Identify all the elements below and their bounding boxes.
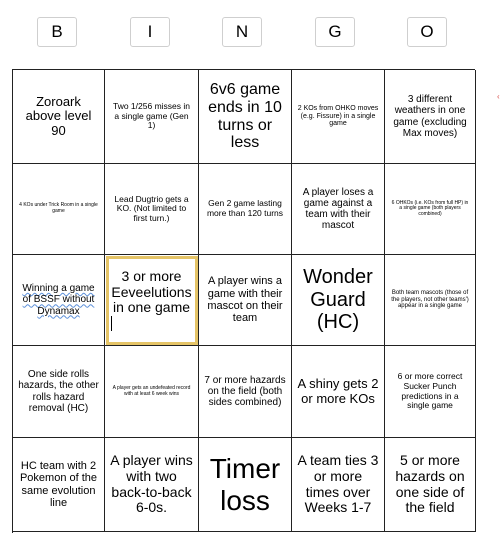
header-i: I <box>130 17 170 47</box>
bingo-cell-19[interactable]: A shiny gets 2 or more KOs <box>292 346 385 438</box>
bingo-cell-20[interactable]: 6 or more correct Sucker Punch predictions in a single game <box>385 346 476 438</box>
bingo-grid <box>12 69 475 533</box>
bingo-cell-8[interactable]: Gen 2 game lasting more than 120 turns <box>199 164 292 255</box>
bingo-cell-23[interactable]: Timer loss <box>199 438 292 532</box>
header-n: N <box>222 17 262 47</box>
bingo-cell-13[interactable]: A player wins a game with their mascot on their team <box>199 255 292 346</box>
bingo-cell-6[interactable]: 4 KOs under Trick Room in a single game <box>13 164 105 255</box>
bingo-cell-5[interactable]: 3 different weathers in one game (excluding Max moves) <box>385 70 476 164</box>
bingo-cell-15[interactable]: Both team mascots (those of the players, not other teams') appear in a single game <box>385 255 476 346</box>
bingo-cell-18[interactable]: 7 or more hazards on the field (both sides combined) <box>199 346 292 438</box>
header-b: B <box>37 17 77 47</box>
bingo-cell-3[interactable]: 6v6 game ends in 10 turns or less <box>199 70 292 164</box>
bingo-cell-9[interactable]: A player loses a game against a team with their mascot <box>292 164 385 255</box>
page-edge-marker: ‹ <box>497 92 500 101</box>
bingo-cell-4[interactable]: 2 KOs from OHKO moves (e.g. Fissure) in a single game <box>292 70 385 164</box>
bingo-cell-2[interactable]: Two 1/256 misses in a single game (Gen 1) <box>105 70 199 164</box>
header-o: O <box>407 17 447 47</box>
bingo-header-row <box>0 0 501 68</box>
bingo-cell-12-selected[interactable]: 3 or more Eeveelutions in one game <box>105 255 199 346</box>
bingo-cell-11[interactable]: Winning a game of BSSF without Dynamax <box>13 255 105 346</box>
bingo-cell-16[interactable]: One side rolls hazards, the other rolls hazard removal (HC) <box>13 346 105 438</box>
text-cursor <box>111 316 112 331</box>
bingo-cell-7[interactable]: Lead Dugtrio gets a KO. (Not limited to first turn.) <box>105 164 199 255</box>
bingo-cell-25[interactable]: 5 or more hazards on one side of the field <box>385 438 476 532</box>
bingo-cell-22[interactable]: A player wins with two back-to-back 6-0s. <box>105 438 199 532</box>
bingo-cell-24[interactable]: A team ties 3 or more times over Weeks 1-7 <box>292 438 385 532</box>
bingo-cell-10[interactable]: 6 OHKOs (i.e. KOs from full HP) in a single game (both players combined) <box>385 164 476 255</box>
header-g: G <box>315 17 355 47</box>
bingo-cell-17[interactable]: A player gets an undefeated record with at least 6 week wins <box>105 346 199 438</box>
bingo-cell-1[interactable]: Zoroark above level 90 <box>13 70 105 164</box>
bingo-cell-21[interactable]: HC team with 2 Pokemon of the same evolution line <box>13 438 105 532</box>
bingo-cell-14[interactable]: Wonder Guard (HC) <box>292 255 385 346</box>
